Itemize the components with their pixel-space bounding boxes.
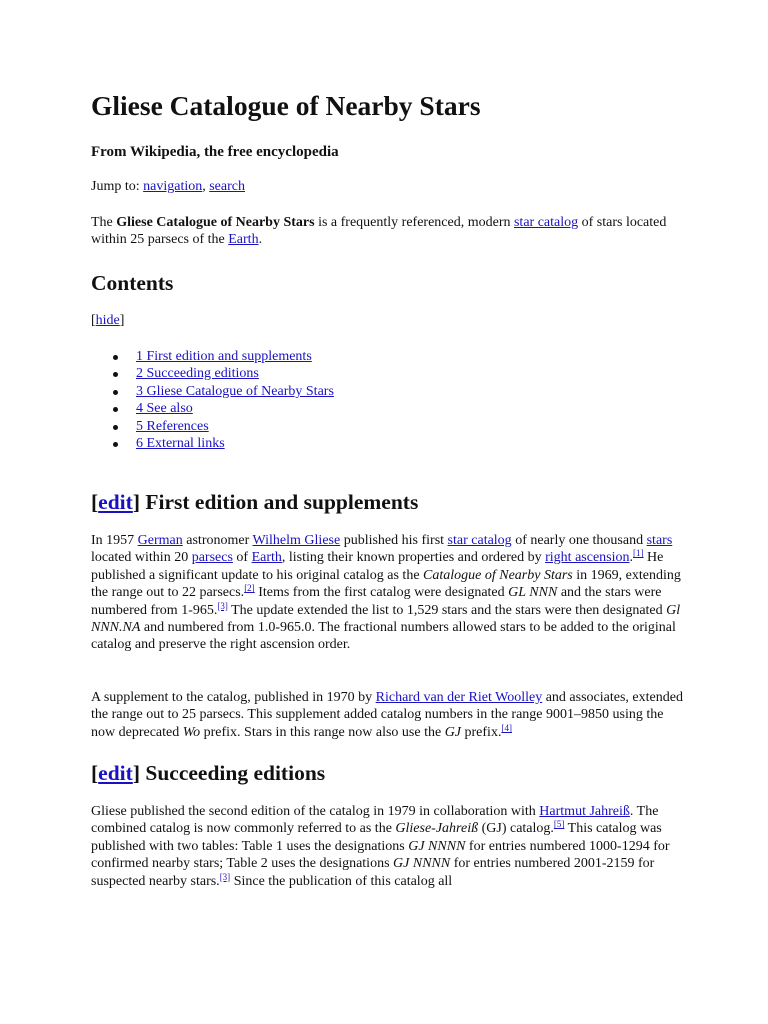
citation-link[interactable]: [5] xyxy=(553,819,565,830)
bracket-close: ] xyxy=(119,313,125,328)
stars-link[interactable]: stars xyxy=(646,533,673,548)
italic-catalog-name: Gliese-Jahreiß xyxy=(395,821,479,837)
para-text: and numbered from 1.0-965.0. The fractional numbers allowed stars to be added to the original catalog and preserve the right ascension order. xyxy=(91,620,676,653)
para-text: He published a significant update to his original catalog as the xyxy=(91,550,664,583)
supplement-paragraph xyxy=(91,689,689,741)
toc-item xyxy=(91,348,334,365)
citation xyxy=(633,546,644,559)
para-text: located within 20 xyxy=(91,550,192,566)
para-text: and associates, extended the range out to 25 parsecs. This supplement added catalog numbers in the range 9001–9850 using the now deprecated xyxy=(91,690,683,740)
para-text: Since the publication of this catalog all xyxy=(230,873,453,889)
bullet-icon xyxy=(113,372,118,377)
citation xyxy=(244,581,255,594)
star-catalog-link[interactable]: star catalog xyxy=(513,215,579,230)
toc-hide-link[interactable]: hide xyxy=(95,313,120,328)
para-text: for entries numbered 1000-1294 for confirmed nearby stars; Table 2 uses the designations xyxy=(91,838,670,872)
intro-text: of stars located within 25 parsecs of the xyxy=(91,215,667,248)
para-text: This catalog was published with two tables: Table 1 uses the designations xyxy=(91,821,662,854)
italic-designation: Gl NNN.NA xyxy=(91,602,681,636)
italic-designation: GJ NNNN xyxy=(408,838,466,854)
jump-separator: , xyxy=(202,179,210,194)
para-text: Items from the first catalog were designated xyxy=(254,585,509,601)
toc-link-succeeding-editions[interactable]: 2 Succeeding editions xyxy=(136,366,259,382)
bullet-icon xyxy=(113,390,118,395)
para-text: (GJ) catalog. xyxy=(478,821,554,837)
citation-link[interactable]: [2] xyxy=(244,583,255,594)
edit-link[interactable]: edit xyxy=(98,761,133,785)
para-text: prefix. Stars in this range now also use the xyxy=(200,724,445,740)
wilhelm-gliese-link[interactable]: Wilhelm Gliese xyxy=(252,533,341,548)
right-ascension-link[interactable]: right ascension xyxy=(545,550,630,566)
intro-bold-title: Gliese Catalogue of Nearby Stars xyxy=(116,215,315,230)
bracket-open: [ xyxy=(91,313,96,328)
page-title: Gliese Catalogue of Nearby Stars xyxy=(91,90,481,121)
jump-prefix: Jump to: xyxy=(91,179,144,194)
earth-link[interactable]: Earth xyxy=(251,550,282,566)
citation-link[interactable]: [3] xyxy=(217,600,228,611)
para-text: of xyxy=(232,550,252,566)
toc-item xyxy=(91,435,334,452)
para-text: In 1957 xyxy=(91,533,138,548)
para-text: for entries numbered 2001-2159 for suspected nearby stars. xyxy=(91,856,655,889)
toc-link-see-also[interactable]: 4 See also xyxy=(136,401,193,417)
toc-link-first-edition[interactable]: 1 First edition and supplements xyxy=(136,349,312,364)
edit-link[interactable]: edit xyxy=(98,490,133,514)
german-link[interactable]: German xyxy=(137,533,183,548)
star-catalog-link[interactable]: star catalog xyxy=(447,533,512,548)
para-text: and the stars were numbered from 1-965. xyxy=(91,585,662,618)
parsecs-link[interactable]: parsecs xyxy=(191,550,233,566)
jump-search-link[interactable]: search xyxy=(209,179,245,194)
para-text: . xyxy=(629,550,633,566)
intro-paragraph xyxy=(91,214,689,249)
first-edition-paragraph xyxy=(91,532,689,654)
contents-heading: Contents xyxy=(91,271,174,295)
jahreiss-link[interactable]: Hartmut Jahreiß xyxy=(539,804,630,819)
italic-title: Catalogue of Nearby Stars xyxy=(423,567,573,583)
para-text: astronomer xyxy=(182,533,253,548)
para-text: of nearly one thousand xyxy=(511,533,647,548)
toc-item xyxy=(91,365,334,382)
italic-prefix: Wo xyxy=(182,724,201,740)
intro-text: . xyxy=(258,232,263,248)
italic-prefix: GJ xyxy=(444,724,462,740)
para-text: . The combined catalog is now commonly referred to as the xyxy=(91,804,659,837)
succeeding-editions-paragraph xyxy=(91,803,689,890)
citation xyxy=(217,599,228,612)
section-title: First edition and supplements xyxy=(139,490,419,514)
para-text: in 1969, extending the range out to 22 parsecs. xyxy=(91,567,681,601)
jump-navigation-link[interactable]: navigation xyxy=(143,179,203,194)
toc-link-references[interactable]: 5 References xyxy=(136,418,209,434)
intro-text: The xyxy=(91,215,117,230)
bullet-icon xyxy=(113,407,118,412)
citation xyxy=(220,870,231,883)
toc-item xyxy=(91,383,334,400)
para-text: A supplement to the catalog, published in 1970 by xyxy=(91,690,376,705)
toc-item xyxy=(91,418,334,435)
woolley-link[interactable]: Richard van der Riet Woolley xyxy=(375,690,543,705)
bracket-open: [ xyxy=(91,761,99,785)
site-subtitle: From Wikipedia, the free encyclopedia xyxy=(91,144,339,160)
section-heading-succeeding-editions xyxy=(91,761,325,786)
toc-list xyxy=(91,348,334,452)
toc-link-gliese-catalogue[interactable]: 3 Gliese Catalogue of Nearby Stars xyxy=(136,383,334,399)
bullet-icon xyxy=(113,442,118,447)
intro-text: is a frequently referenced, modern xyxy=(314,215,514,230)
bracket-close: ] xyxy=(132,490,140,514)
para-text: published his first xyxy=(340,533,448,548)
italic-designation: GL NNN xyxy=(508,585,558,601)
jump-to-bar xyxy=(91,179,245,195)
toc-hide-toggle xyxy=(91,313,124,329)
bracket-open: [ xyxy=(91,490,99,514)
italic-designation: GJ NNNN xyxy=(393,856,451,872)
citation-link[interactable]: [1] xyxy=(633,548,644,559)
citation-link[interactable]: [3] xyxy=(219,871,231,882)
bullet-icon xyxy=(113,425,118,430)
para-text: Gliese published the second edition of the catalog in 1979 in collaboration with xyxy=(91,804,540,819)
toc-item xyxy=(91,400,334,417)
para-text: , listing their known properties and ordered by xyxy=(281,550,546,566)
citation xyxy=(501,721,512,734)
para-text: The update extended the list to 1,529 stars and the stars were then designated xyxy=(227,602,667,618)
citation xyxy=(554,817,565,830)
toc-link-external-links[interactable]: 6 External links xyxy=(136,435,225,451)
citation-link[interactable]: [4] xyxy=(501,722,512,733)
para-text: prefix. xyxy=(461,724,502,740)
section-heading-first-edition xyxy=(91,490,418,515)
earth-link[interactable]: Earth xyxy=(228,232,259,248)
bracket-close: ] xyxy=(132,761,140,785)
section-title: Succeeding editions xyxy=(139,761,326,785)
bullet-icon xyxy=(113,355,118,360)
